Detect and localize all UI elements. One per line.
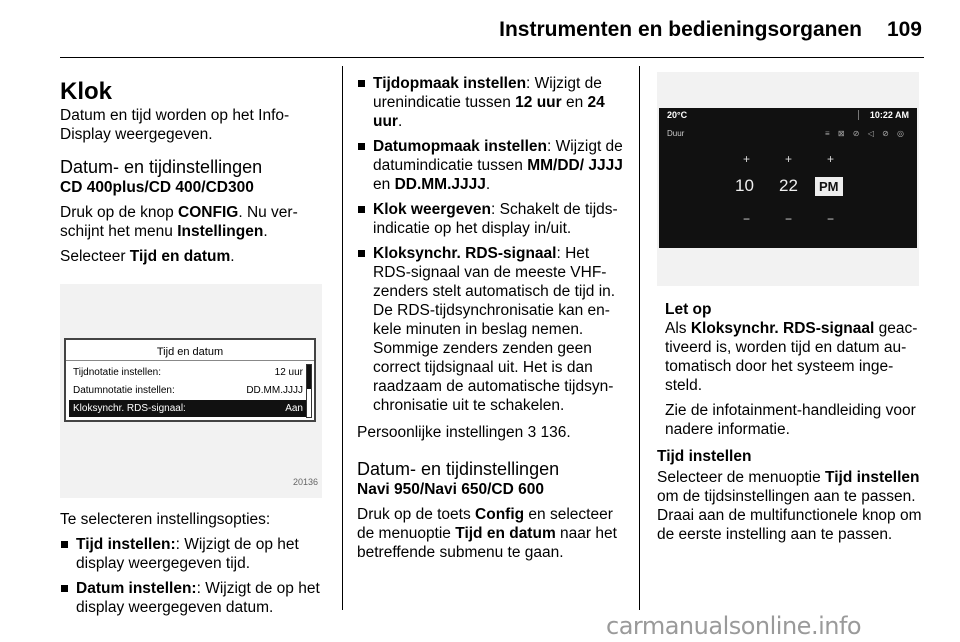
menu-screen	[64, 338, 316, 422]
section-title-klok: Klok	[60, 78, 113, 105]
figure-number: 20136	[292, 477, 318, 487]
list-item: Kloksynchr. RDS-signaal: Het RDS-signaal van de meeste VHF-zenders stelt automatisch de tijd in. De RDS-tijdsynchronisatie kan enkele minuten in beslag nemen. Sommige zenders zenden geen correct tijdsignaal uit. Het is dan raadzaam de automatische tijdsynchronisatie uit te schakelen.	[357, 244, 629, 415]
clock-screen	[659, 108, 917, 248]
plus-icon: +	[827, 152, 835, 166]
screen-label: Duur	[667, 129, 685, 138]
minus-icon: −	[743, 212, 751, 226]
minus-icon: −	[827, 212, 835, 226]
model-label: CD 400plus/CD 400/CD300	[60, 179, 254, 196]
note-paragraph: Zie de infotainment-handleiding voor nadere informatie.	[665, 402, 916, 438]
list-item: Tijd instellen:: Wijzigt de op het display weergegeven tijd.	[60, 535, 328, 573]
model-label-2: Navi 950/Navi 650/CD 600	[357, 481, 544, 498]
minus-icon: −	[785, 212, 793, 226]
subsection-title: Datum- en tijdinstellingen	[60, 157, 263, 177]
list-item: Datumopmaak instellen: Wijzigt de datumindicatie tussen MM/DD/ JJJJ en DD.MM.JJJJ.	[357, 137, 629, 194]
page-header	[60, 0, 924, 58]
menu-row: Tijdnotatie instellen: 12 uur	[73, 367, 303, 378]
status-icons: ≡ ⊠ ⊘ ◁ ⊘ ◎	[824, 129, 907, 138]
header-title: Instrumenten en bedieningsorganen	[499, 18, 862, 41]
menu-title: Tijd en datum	[156, 346, 224, 358]
intro-text: Datum en tijd worden op het Info-Display weergegeven.	[60, 107, 290, 143]
paragraph-config: Druk op de knop CONFIG. Nu verschijnt het menu Instellingen.	[60, 204, 298, 240]
note-paragraph: Als Kloksynchr. RDS-signaal geactiveerd is, worden tijd en datum automatisch door het systeem ingesteld.	[665, 320, 918, 394]
column-3	[657, 74, 925, 544]
temperature-readout: 20°C	[667, 110, 688, 120]
minute-value: 22	[779, 176, 798, 195]
column-1	[60, 74, 328, 617]
ampm-value: PM	[815, 177, 843, 196]
column-divider-2	[639, 66, 640, 610]
plus-icon: +	[785, 152, 793, 166]
list-item: Datum instellen:: Wijzigt de op het display weergegeven datum.	[60, 579, 328, 617]
list-item: Tijdopmaak instellen: Wijzigt de urenindicatie tussen 12 uur en 24 uur.	[357, 74, 629, 131]
scrollbar	[306, 364, 312, 418]
figure-clock-setting	[657, 72, 919, 286]
column-2	[357, 74, 629, 562]
note-title: Let op	[665, 301, 712, 318]
subsection-title-2: Datum- en tijdinstellingen	[357, 459, 560, 479]
subheading-set-time: Tijd instellen	[657, 448, 752, 465]
paragraph-config-2: Druk op de toets Config en selecteer de menuoptie Tijd en datum naar het betreffende submenu te gaan.	[357, 506, 617, 561]
figure-time-date-menu	[60, 284, 322, 498]
footer-watermark: carmanualsonline.info	[606, 612, 862, 640]
column-divider-1	[342, 66, 343, 610]
options-list	[60, 535, 328, 617]
paragraph-set-time: Selecteer de menuoptie Tijd instellen om de tijdsinstellingen aan te passen. Draai aan de multifunctionele knop om de eerste instelling aan te passen.	[657, 469, 922, 543]
personal-settings-ref: Persoonlijke instellingen 3 136.	[357, 424, 571, 441]
hour-value: 10	[735, 176, 754, 195]
list-item: Klok weergeven: Schakelt de tijdsindicatie op het display in/uit.	[357, 200, 629, 238]
page-number: 109	[886, 18, 922, 41]
options-list-2	[357, 74, 629, 415]
menu-row: Datumnotatie instellen: DD.MM.JJJJ	[73, 385, 303, 396]
paragraph-select: Selecteer Tijd en datum.	[60, 248, 235, 265]
clock-readout: 10:22 AM	[869, 110, 909, 120]
menu-row-selected: Kloksynchr. RDS-signaal: Aan	[69, 400, 307, 417]
plus-icon: +	[743, 152, 751, 166]
options-intro: Te selecteren instellingsopties:	[60, 511, 271, 528]
note-box	[657, 300, 925, 439]
